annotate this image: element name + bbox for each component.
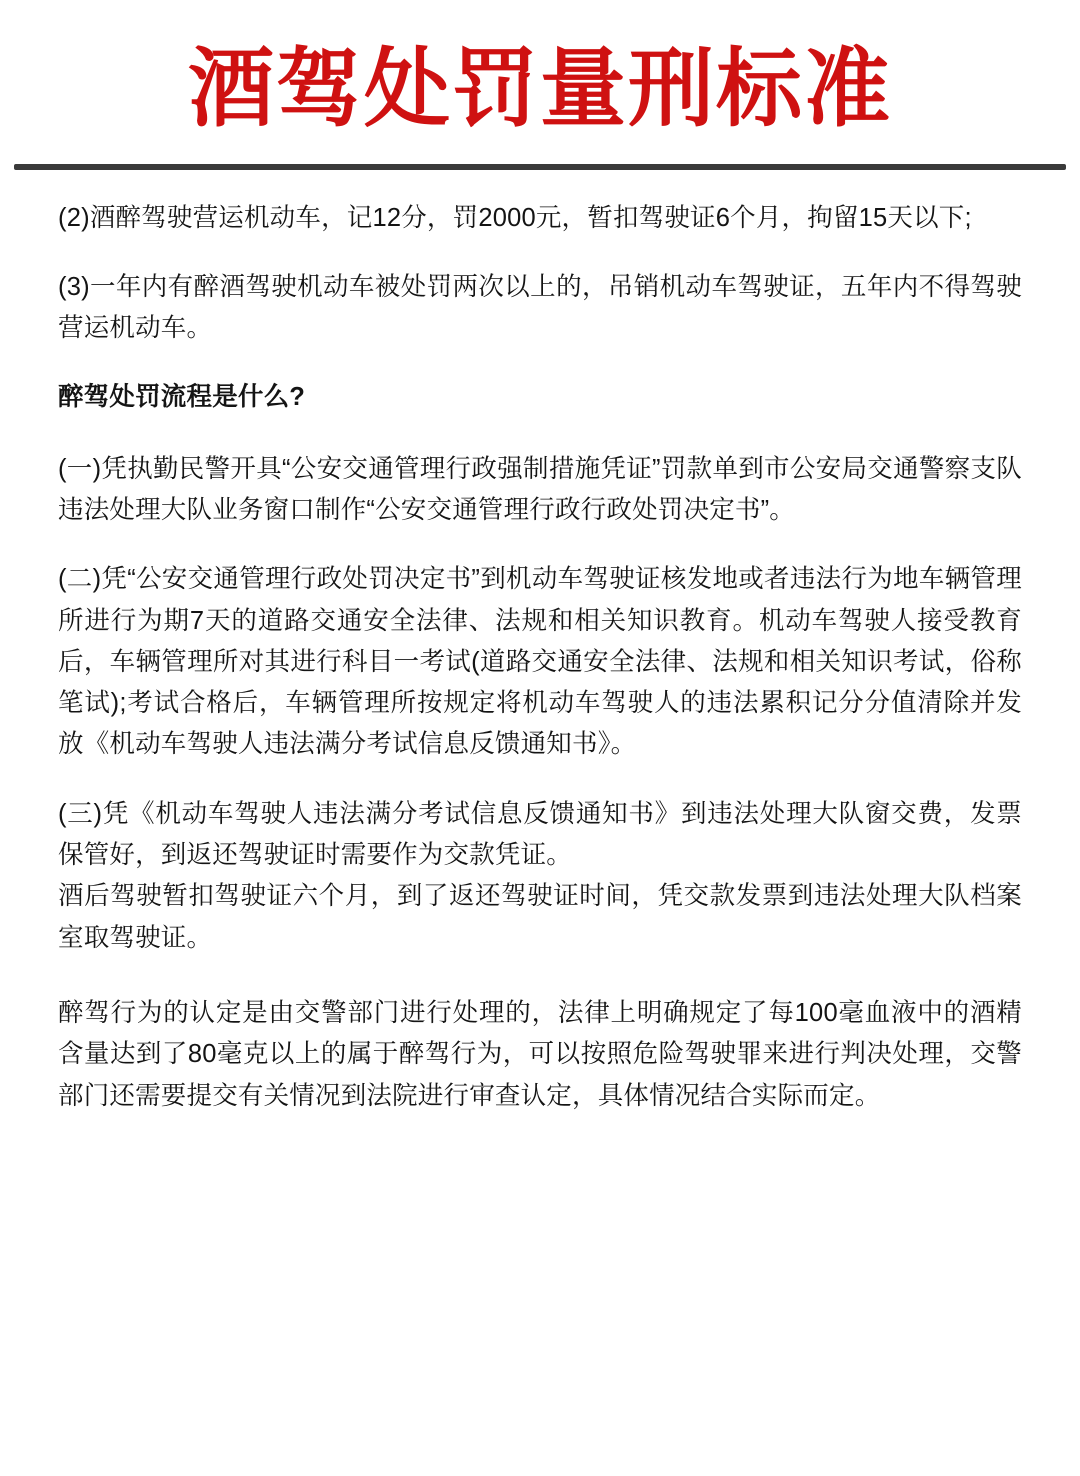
document-page	[0, 36, 1080, 1476]
paragraph-closing: 醉驾行为的认定是由交警部门进行处理的，法律上明确规定了每100毫血液中的酒精含量达到了80毫克以上的属于醉驾行为，可以按照危险驾驶罪来进行判决处理，交警部门还需要提交有关情况到法院进行审查认定，具体情况结合实际而定。	[58, 998, 1022, 1110]
paragraph-item-2: (2)酒醉驾驶营运机动车，记12分，罚2000元，暂扣驾驶证6个月，拘留15天以下;	[58, 203, 972, 232]
document-body	[0, 170, 1080, 1117]
section-heading: 醉驾处罚流程是什么?	[58, 383, 306, 412]
page-title: 酒驾处罚量刑标准	[188, 39, 892, 139]
paragraph-step-3-note: 酒后驾驶暂扣驾驶证六个月，到了返还驾驶证时间，凭交款发票到违法处理大队档案室取驾驶证。	[58, 882, 1022, 952]
paragraph-item-3: (3)一年内有醉酒驾驶机动车被处罚两次以上的，吊销机动车驾驶证，五年内不得驾驶营运机动车。	[58, 272, 1022, 343]
paragraph-step-2: (二)凭“公安交通管理行政处罚决定书”到机动车驾驶证核发地或者违法行为地车辆管理所进行为期7天的道路交通安全法律、法规和相关知识教育。机动车驾驶人接受教育后，车辆管理所对其进行科目一考试(道路交通安全法律、法规和相关知识考试，俗称笔试);考试合格后，车辆管理所按规定将机动车驾驶人的违法累积记分分值清除并发放《机动车驾驶人违法满分考试信息反馈通知书》。	[58, 565, 1022, 759]
paragraph-step-3: (三)凭《机动车驾驶人违法满分考试信息反馈通知书》到违法处理大队窗交费，发票保管好，到返还驾驶证时需要作为交款凭证。	[58, 799, 1022, 870]
paragraph-step-1: (一)凭执勤民警开具“公安交通管理行政强制措施凭证”罚款单到市公安局交通警察支队违法处理大队业务窗口制作“公安交通管理行政行政处罚决定书”。	[58, 454, 1022, 524]
